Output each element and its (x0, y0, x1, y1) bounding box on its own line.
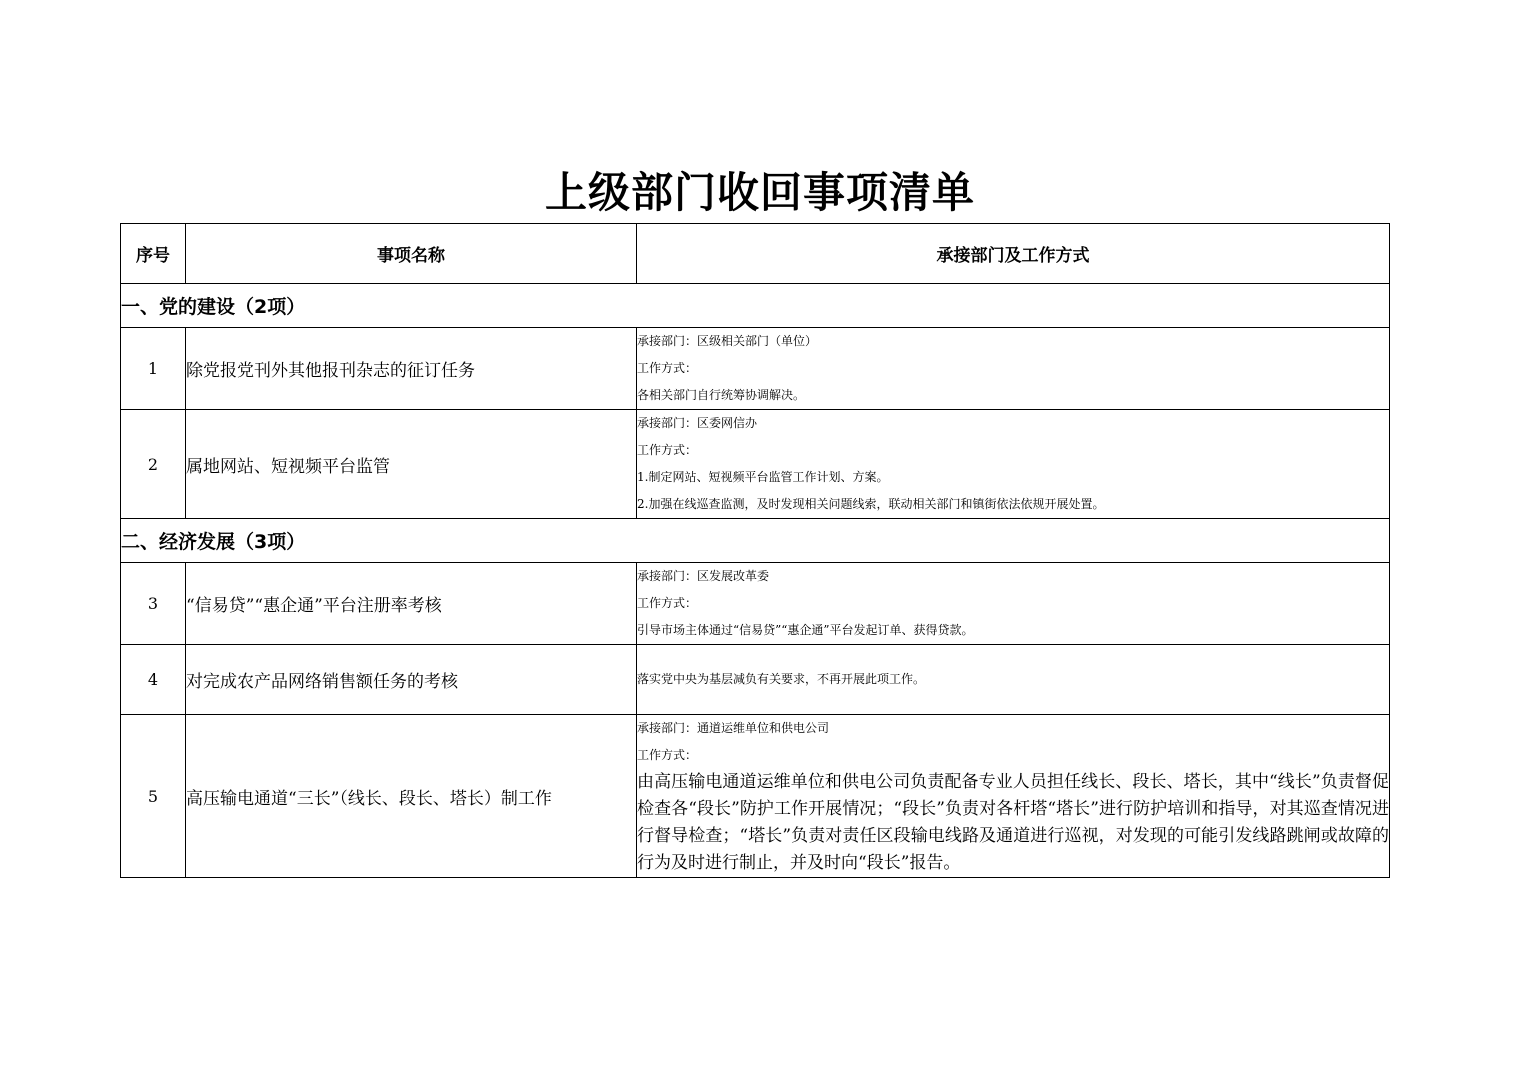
table-row (121, 328, 1390, 410)
item-name: 高压输电通道“三长”（线长、段长、塔长）制工作 (186, 715, 637, 878)
section-heading: 一、党的建设（2项） (121, 284, 1390, 328)
section-heading: 二、经济发展（3项） (121, 519, 1390, 563)
method-line: 承接部门：通道运维单位和供电公司 (637, 721, 830, 735)
items-table (120, 223, 1390, 878)
page-title: 上级部门收回事项清单 (544, 168, 975, 217)
method-line: 工作方式： (637, 596, 698, 610)
row-number: 1 (121, 328, 186, 410)
method-line: 工作方式： (637, 361, 698, 375)
table-row (121, 715, 1390, 878)
department-method (637, 645, 1390, 715)
method-line: 2.加强在线巡查监测，及时发现相关问题线索，联动相关部门和镇街依法依规开展处置。 (637, 497, 1105, 511)
table-row (121, 645, 1390, 715)
method-line: 工作方式： (637, 443, 698, 457)
row-number: 5 (121, 715, 186, 878)
table-row (121, 410, 1390, 519)
row-number: 3 (121, 563, 186, 645)
row-number: 4 (121, 645, 186, 715)
method-line: 承接部门：区委网信办 (637, 416, 758, 430)
header-no: 序号 (121, 224, 186, 284)
department-method (637, 410, 1390, 519)
header-row (121, 224, 1390, 284)
table-row (121, 563, 1390, 645)
method-line: 承接部门：区级相关部门（单位） (637, 334, 818, 348)
header-department-method: 承接部门及工作方式 (637, 224, 1390, 284)
method-paragraph: 由高压输电通道运维单位和供电公司负责配备专业人员担任线长、段长、塔长，其中“线长”负责督促检查各“段长”防护工作开展情况；“段长”负责对各杆塔“塔长”进行防护培训和指导，对其巡查情况进行督导检查；“塔长”负责对责任区段输电线路及通道进行巡视，对发现的可能引发线路跳闸或故障的行为及时进行制止，并及时向“段长”报告。 (637, 772, 1389, 873)
section-row (121, 519, 1390, 563)
row-number: 2 (121, 410, 186, 519)
section-row (121, 284, 1390, 328)
method-line: 1.制定网站、短视频平台监管工作计划、方案。 (637, 470, 889, 484)
header-item-name: 事项名称 (186, 224, 637, 284)
method-line: 各相关部门自行统筹协调解决。 (637, 388, 806, 402)
department-method (637, 563, 1390, 645)
item-name: 对完成农产品网络销售额任务的考核 (186, 645, 637, 715)
item-name: “信易贷”“惠企通”平台注册率考核 (186, 563, 637, 645)
method-line: 承接部门：区发展改革委 (637, 569, 770, 583)
item-name: 除党报党刊外其他报刊杂志的征订任务 (186, 328, 637, 410)
method-line: 落实党中央为基层减负有关要求，不再开展此项工作。 (637, 672, 926, 686)
department-method (637, 328, 1390, 410)
method-line: 工作方式： (637, 748, 698, 762)
method-line: 引导市场主体通过“信易贷”“惠企通”平台发起订单、获得贷款。 (637, 623, 974, 637)
item-name: 属地网站、短视频平台监管 (186, 410, 637, 519)
department-method (637, 715, 1390, 878)
